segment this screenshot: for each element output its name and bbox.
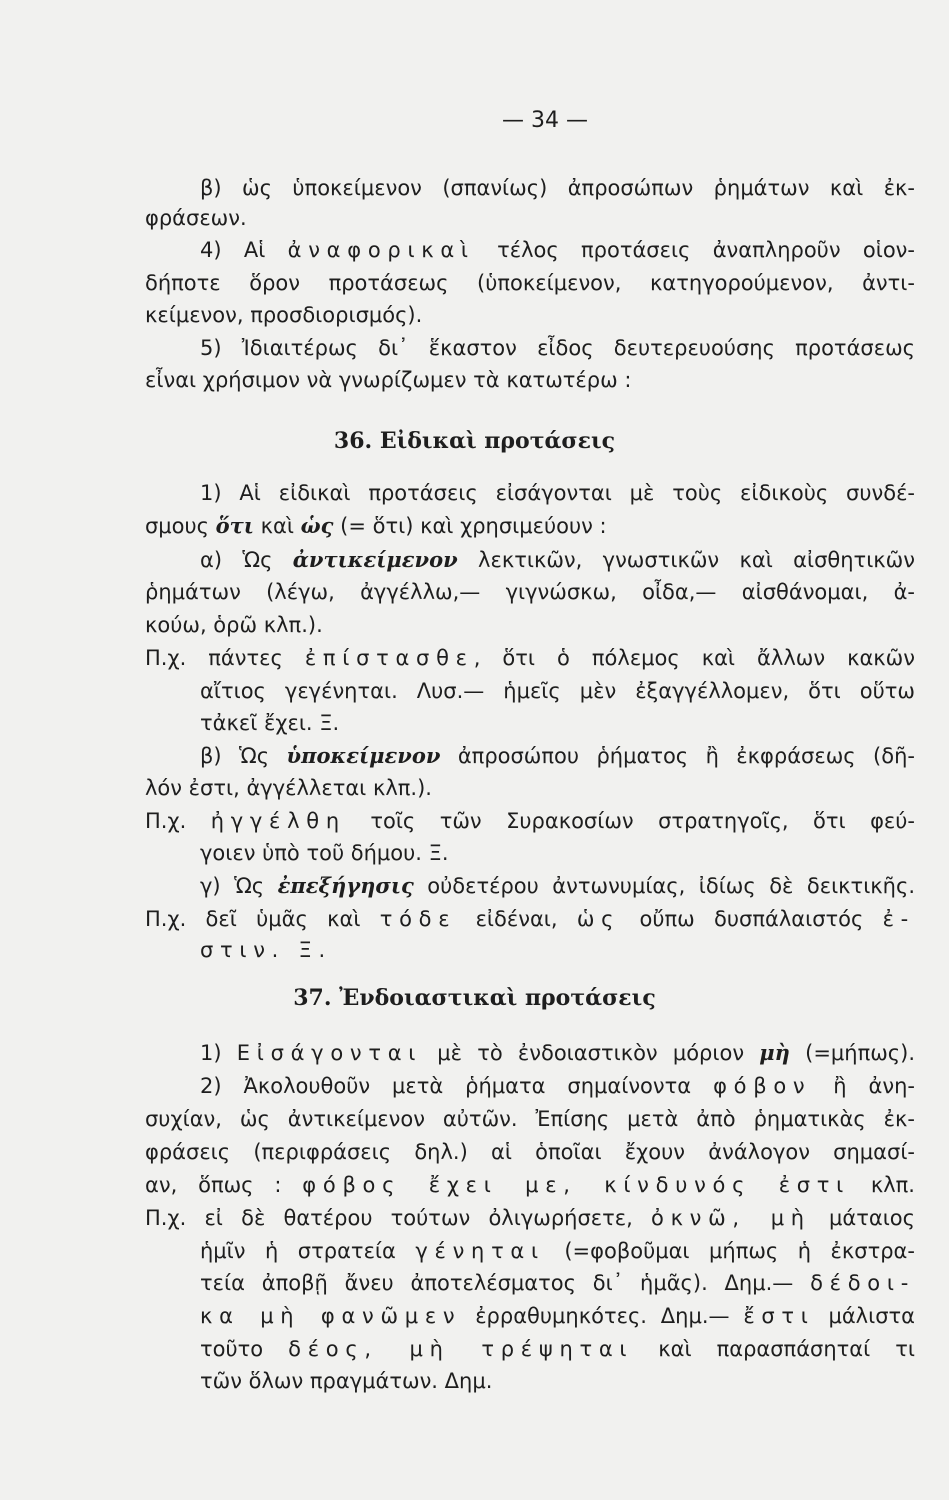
text-span: γοιεν ὑπὸ τοῦ δήμου. Ξ. [200, 841, 449, 865]
text-span: 1) [200, 1041, 237, 1065]
spaced-term: δέος, μὴ τρέψηται [288, 1337, 634, 1361]
text-span: 5) Ἰδιαιτέρως δι᾽ ἕκαστον εἶδος δευτερευούσης προτάσεως [200, 336, 915, 360]
text-span: καὶ [253, 514, 301, 538]
text-span: φράσεις (περιφράσεις δηλ.) αἱ ὁποῖαι ἔχουν ἀνάλογον σημασί- [145, 1140, 915, 1164]
text-span: οὔπω δυσπάλαιστός [620, 907, 883, 931]
spaced-term: ἠγγέλθη [210, 809, 346, 833]
spaced-term: φόβος ἔχει με, κίνδυνός ἐστι [302, 1173, 850, 1197]
spaced-term: ἀναφορικαὶ [287, 238, 475, 262]
text-span: τέλος προτάσεις ἀναπληροῦν οἱον- [474, 238, 915, 262]
text-span: σμους [145, 514, 216, 538]
spaced-term: γένηται [415, 1239, 545, 1263]
emphasis-term: ὅτι [215, 513, 254, 538]
text-span: κούω, ὁρῶ κλπ.). [145, 613, 323, 637]
text-line [200, 1366, 919, 1396]
text-span: λόν ἐστι, ἀγγέλλεται κλπ.). [145, 776, 432, 800]
section-heading: 37. Ἐνδοιαστικαὶ προτάσεις [293, 985, 656, 1011]
text-line [145, 773, 919, 803]
text-span: ἡμῖν ἡ στρατεία [200, 1239, 416, 1263]
text-span: καὶ παρασπάσηταί τι [633, 1337, 916, 1361]
text-span: λεκτικῶν, γνωστικῶν καὶ αἰσθητικῶν [457, 548, 915, 572]
text-span: εἰδέναι, [456, 907, 577, 931]
text-line [200, 173, 915, 203]
spaced-term: ἐπίστασθε [304, 646, 474, 670]
text-line [200, 1071, 915, 1101]
text-line [145, 1203, 915, 1233]
spaced-term: φόβον [713, 1074, 812, 1098]
text-line [200, 478, 915, 508]
text-span: εἶναι χρήσιμον νὰ γνωρίζωμεν τὰ κατωτέρω : [145, 368, 632, 392]
spaced-term: στιν. Ξ. [200, 938, 332, 962]
text-span: Π.χ. πάντες [145, 646, 305, 670]
emphasis-term: ἀντικείμενον [292, 547, 458, 572]
text-line [145, 1170, 915, 1200]
page-number: — 34 — [502, 108, 588, 133]
text-line [200, 676, 915, 706]
spaced-term: κα μὴ φανῶμεν [200, 1304, 462, 1328]
spaced-term: τόδε [379, 907, 457, 931]
emphasis-term: ὑποκείμενον [286, 743, 441, 768]
text-line [145, 300, 919, 330]
text-line [145, 806, 915, 836]
emphasis-term: ἐπεξήγησις [277, 873, 414, 898]
text-span: κλπ. [850, 1173, 915, 1197]
spaced-term: ὀκνῶ, μὴ [651, 1206, 811, 1230]
text-span: Π.χ. δεῖ ὑμᾶς καὶ [145, 907, 380, 931]
text-line [200, 1334, 915, 1364]
text-line [200, 741, 915, 771]
text-span: τἀκεῖ ἔχει. Ξ. [200, 711, 340, 735]
text-span: αἴτιος γεγένηται. Λυσ.— ἡμεῖς μὲν ἐξαγγέλλομεν, ὅτι οὕτω [200, 679, 915, 703]
text-span: τοῦτο [200, 1337, 289, 1361]
text-span: γ) Ὡς [200, 874, 278, 898]
text-line [145, 904, 915, 934]
text-span: φράσεων. [145, 206, 247, 230]
text-span: 4) Αἱ [200, 238, 288, 262]
spaced-term: ἔστι [743, 1304, 815, 1328]
text-span: δήποτε ὅρον προτάσεως (ὑποκείμενον, κατηγορούμενον, ἀντι- [145, 271, 915, 295]
text-span: α) Ὡς [200, 548, 293, 572]
text-line [200, 235, 915, 265]
text-span: ἀπροσώπου ῥήματος ἢ ἐκφράσεως (δῆ- [440, 744, 915, 768]
text-span: τῶν ὅλων πραγμάτων. Δημ. [200, 1369, 493, 1393]
text-span: , ὅτι ὁ πόλεμος καὶ ἄλλων κακῶν [473, 646, 915, 670]
text-span: Π.χ. [145, 809, 211, 833]
text-span: μάταιος [810, 1206, 915, 1230]
text-span: β) ὡς ὑποκείμενον (σπανίως) ἀπροσώπων ῥημάτων καὶ ἐκ- [200, 176, 915, 200]
text-line [200, 545, 915, 575]
text-line [145, 365, 919, 395]
text-span: συχίαν, ὡς ἀντικείμενον αὐτῶν. Ἐπίσης μετὰ ἀπὸ ῥηματικὰς ἐκ- [145, 1107, 915, 1131]
spaced-term: ἐ- [882, 907, 915, 931]
text-line [200, 333, 915, 363]
text-span: τοῖς τῶν Συρακοσίων στρατηγοῖς, ὅτι φεύ- [345, 809, 915, 833]
text-line [145, 203, 919, 233]
text-line [200, 838, 919, 868]
text-line [145, 610, 919, 640]
text-line [145, 1137, 915, 1167]
text-span: ἢ ἀνη- [811, 1074, 915, 1098]
text-span: ἐρραθυμηκότες. Δημ.— [461, 1304, 744, 1328]
text-span: αν, ὅπως : [145, 1173, 303, 1197]
text-line [200, 1301, 915, 1331]
text-span: ῥημάτων (λέγω, ἀγγέλλω,— γιγνώσκω, οἶδα,— αἰσθάνομαι, ἀ- [145, 580, 915, 604]
text-span: μάλιστα [814, 1304, 915, 1328]
text-span: κείμενον, προσδιορισμός). [145, 303, 423, 327]
text-span: 2) Ἀκολουθοῦν μετὰ ῥήματα σημαίνοντα [200, 1074, 714, 1098]
emphasis-term: μὴ [759, 1040, 790, 1065]
text-line [200, 871, 915, 901]
text-span: οὐδετέρου ἀντωνυμίας, ἰδίως δὲ δεικτικῆς. [413, 874, 915, 898]
spaced-term: Εἰσάγονται [236, 1041, 423, 1065]
text-line [200, 1038, 915, 1068]
text-line [200, 1268, 915, 1298]
section-heading: 36. Εἰδικαὶ προτάσεις [333, 428, 616, 454]
text-span: Π.χ. εἰ δὲ θατέρου τούτων ὀλιγωρήσετε, [145, 1206, 651, 1230]
text-span: (=μήπως). [789, 1041, 916, 1065]
text-line [145, 268, 915, 298]
text-line [145, 577, 915, 607]
text-span: 1) Αἱ εἰδικαὶ προτάσεις εἰσάγονται μὲ τοὺς εἰδικοὺς συνδέ- [200, 481, 915, 505]
text-line [145, 643, 915, 673]
text-span: (=φοβοῦμαι μήπως ἡ ἐκστρα- [544, 1239, 915, 1263]
text-span: β) Ὡς [200, 744, 287, 768]
text-line [200, 708, 919, 738]
text-span: (= ὅτι) καὶ χρησιμεύουν : [333, 514, 607, 538]
spaced-term: ὡς [576, 907, 621, 931]
emphasis-term: ὡς [300, 513, 334, 538]
text-span: τεία ἀποβῇ ἄνευ ἀποτελέσματος δι᾽ ἡμᾶς). Δημ.— [200, 1271, 811, 1295]
spaced-term: δέδοι- [810, 1271, 915, 1295]
text-line [200, 935, 919, 965]
text-line [145, 511, 919, 541]
text-line [200, 1236, 915, 1266]
text-span: μὲ τὸ ἐνδοιαστικὸν μόριον [422, 1041, 760, 1065]
text-line [145, 1104, 915, 1134]
